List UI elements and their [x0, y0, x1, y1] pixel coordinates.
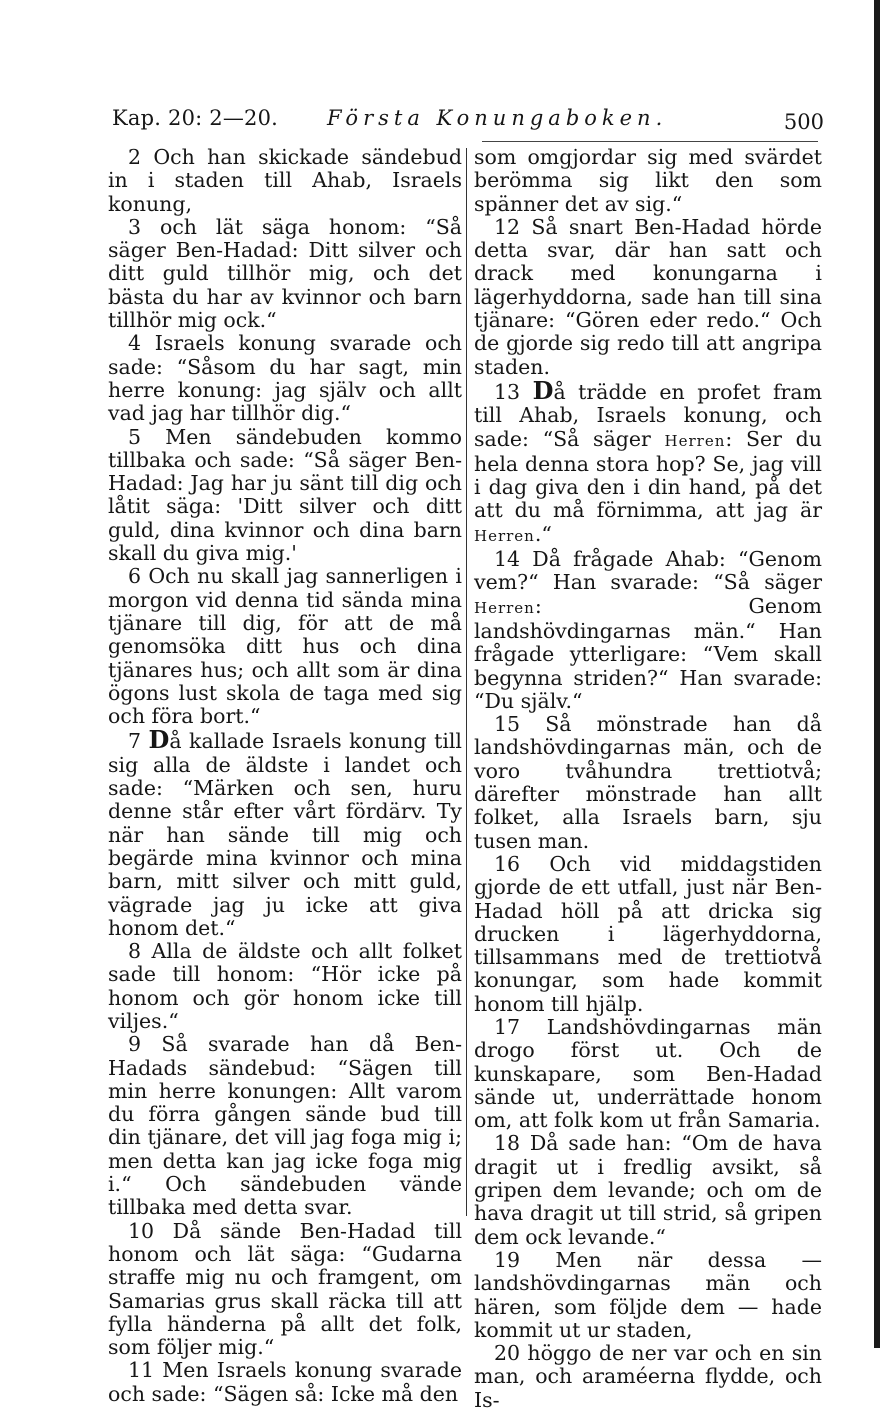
scan-edge	[874, 0, 880, 1348]
verse-paragraph	[474, 1016, 822, 1132]
verse-paragraph	[108, 940, 462, 1033]
header-rule	[482, 141, 818, 142]
verse-text: 10 Då sände Ben-Hadad till honom och lät säga: “Gudarna straffe mig nu och framgent, om Samarias grus skall räcka till att fylla händerna på allt det folk, som följer mig.“	[108, 1218, 462, 1360]
verse-text: 3 och lät säga honom: “Så säger Ben-Hadad: Ditt silver och ditt guld tillhör mig, och det bästa du har av kvinnor och barn tillhör mig ock.“	[108, 214, 462, 333]
verse-text: 6 Och nu skall jag sannerligen i morgon vid denna tid sända mina tjänare till dig, för att de må genomsöka ditt hus och dina tjänares hus; och allt som är dina ögons lust skola de taga med sig och föra bort.“	[108, 564, 462, 729]
verse-paragraph	[108, 146, 462, 216]
verse-text: 13	[494, 379, 533, 404]
verse-text: 19 Men när dessa — landshövdingarnas män och hären, som följde dem — hade kommit ut ur staden,	[474, 1247, 822, 1342]
verse-paragraph	[474, 1342, 822, 1412]
verse-text: 2 Och han skickade sändebud in i staden till Ahab, Israels konung,	[108, 145, 462, 216]
verse-text: .“	[534, 521, 552, 546]
initial-letter: D	[532, 375, 554, 405]
verse-text: 14 Då frågade Ahab: “Genom vem?“ Han svarade: “Så säger	[474, 547, 822, 595]
verse-text: : Genom landshövdingarnas män.“ Han frågade ytterligare: “Vem skall begynna striden?“ Han svarade: “Du själv.“	[474, 593, 822, 713]
verse-text: som omgjordar sig med svärdet berömma sig likt den som spänner det av sig.“	[474, 145, 822, 216]
verse-text: 12 Så snart Ben-Hadad hörde detta svar, där han satt och drack med konungarna i lägerhyddorna, sade han till sina tjänare: “Gören eder redo.“ Och de gjorde sig redo till att angripa staden.	[474, 214, 822, 379]
verse-text: 7	[128, 729, 149, 754]
verse-paragraph	[474, 146, 822, 216]
verse-text: : Ser du hela denna stora hop? Se, jag vill i dag giva den i din hand, på det att du må förnimma, att jag är	[474, 426, 822, 523]
verse-paragraph	[474, 853, 822, 1016]
verse-text: 5 Men sändebuden kommo tillbaka och sade: “Så säger Ben-Hadad: Jag har ju sänt till dig och låtit säga: 'Ditt silver och ditt guld, dina kvinnor och dina barn skall du giva mig.'	[108, 424, 462, 566]
verse-text: 18 Då sade han: “Om de hava dragit ut i fredlig avsikt, så gripen dem levande; och om de hava dragit ut till strid, så gripen dem ock levande.“	[474, 1131, 822, 1249]
verse-text: 17 Landshövdingarnas män drogo först ut. Och de kunskapare, som Ben-Hadad sände ut, underrättade honom om, att folk kom ut från Samaria.	[474, 1014, 822, 1133]
verse-paragraph	[474, 1249, 822, 1342]
initial-letter: D	[148, 725, 170, 755]
verse-paragraph	[108, 332, 462, 425]
small-caps-word: Herren	[664, 431, 726, 450]
verse-text: 9 Så svarade han då Ben-Hadads sändebud: “Sägen till min herre konungen: Allt varom du förra gången sände bud till din tjänare, det vill jag foga mig i; men detta kan jag icke foga mig i.“ Och sändebuden vände tillbaka med detta svar.	[108, 1032, 462, 1220]
verse-text: å trädde en profet fram till Ahab, Israels konung, och sade: “Så säger	[474, 379, 823, 451]
verse-paragraph	[108, 725, 462, 940]
verse-paragraph	[108, 1220, 462, 1360]
verse-paragraph	[474, 1132, 822, 1248]
verse-paragraph	[108, 426, 462, 566]
verse-text: 4 Israels konung svarade och sade: “Såsom du har sagt, min herre konung: jag själv och allt vad jag har tillhör dig.“	[108, 331, 462, 426]
small-caps-word: Herren	[474, 526, 535, 545]
small-caps-word: Herren	[474, 598, 535, 617]
verse-text: 20 höggo de ner var och en sin man, och araméerna flydde, och Is-	[474, 1341, 822, 1412]
verse-text: 11 Men Israels konung svarade och sade: “Sägen så: Icke må den	[108, 1358, 462, 1406]
verse-paragraph	[108, 216, 462, 332]
verse-paragraph	[108, 565, 462, 728]
chapter-reference: Kap. 20: 2—20.	[112, 106, 279, 130]
book-title: Första Konungaboken.	[327, 106, 668, 130]
verse-paragraph	[474, 548, 822, 713]
column-divider	[466, 148, 467, 1216]
right-column	[474, 146, 822, 1412]
page-number: 500	[783, 110, 824, 134]
left-column	[108, 146, 462, 1406]
verse-paragraph	[474, 375, 823, 548]
verse-text: 15 Så mönstrade han då landshövdingarnas män, och de voro tvåhundra trettiotvå; därefter mönstrade han allt folket, alla Israels barn, sju tusen man.	[474, 712, 822, 853]
verse-text: å kallade Israels konung till sig alla de äldste i landet och sade: “Märken och sen, huru denne står efter vårt fördärv. Ty när han sände till mig och begärde mina kvinnor och mina barn, mitt silver och mitt guld, vägrade jag ju icke att giva honom det.“	[108, 729, 462, 940]
page-header	[112, 106, 824, 142]
verse-text: 8 Alla de äldste och allt folket sade till honom: “Hör icke på honom och gör honom icke till viljes.“	[108, 939, 462, 1033]
verse-paragraph	[108, 1033, 462, 1219]
verse-text: 16 Och vid middagstiden gjorde de ett utfall, just när Ben-Hadad höll på att dricka sig drucken i lägerhyddorna, tillsammans med de trettiotvå konungar, som hade kommit honom till hjälp.	[474, 851, 822, 1016]
verse-paragraph	[108, 1359, 462, 1406]
verse-paragraph	[474, 713, 822, 853]
verse-paragraph	[474, 216, 822, 379]
